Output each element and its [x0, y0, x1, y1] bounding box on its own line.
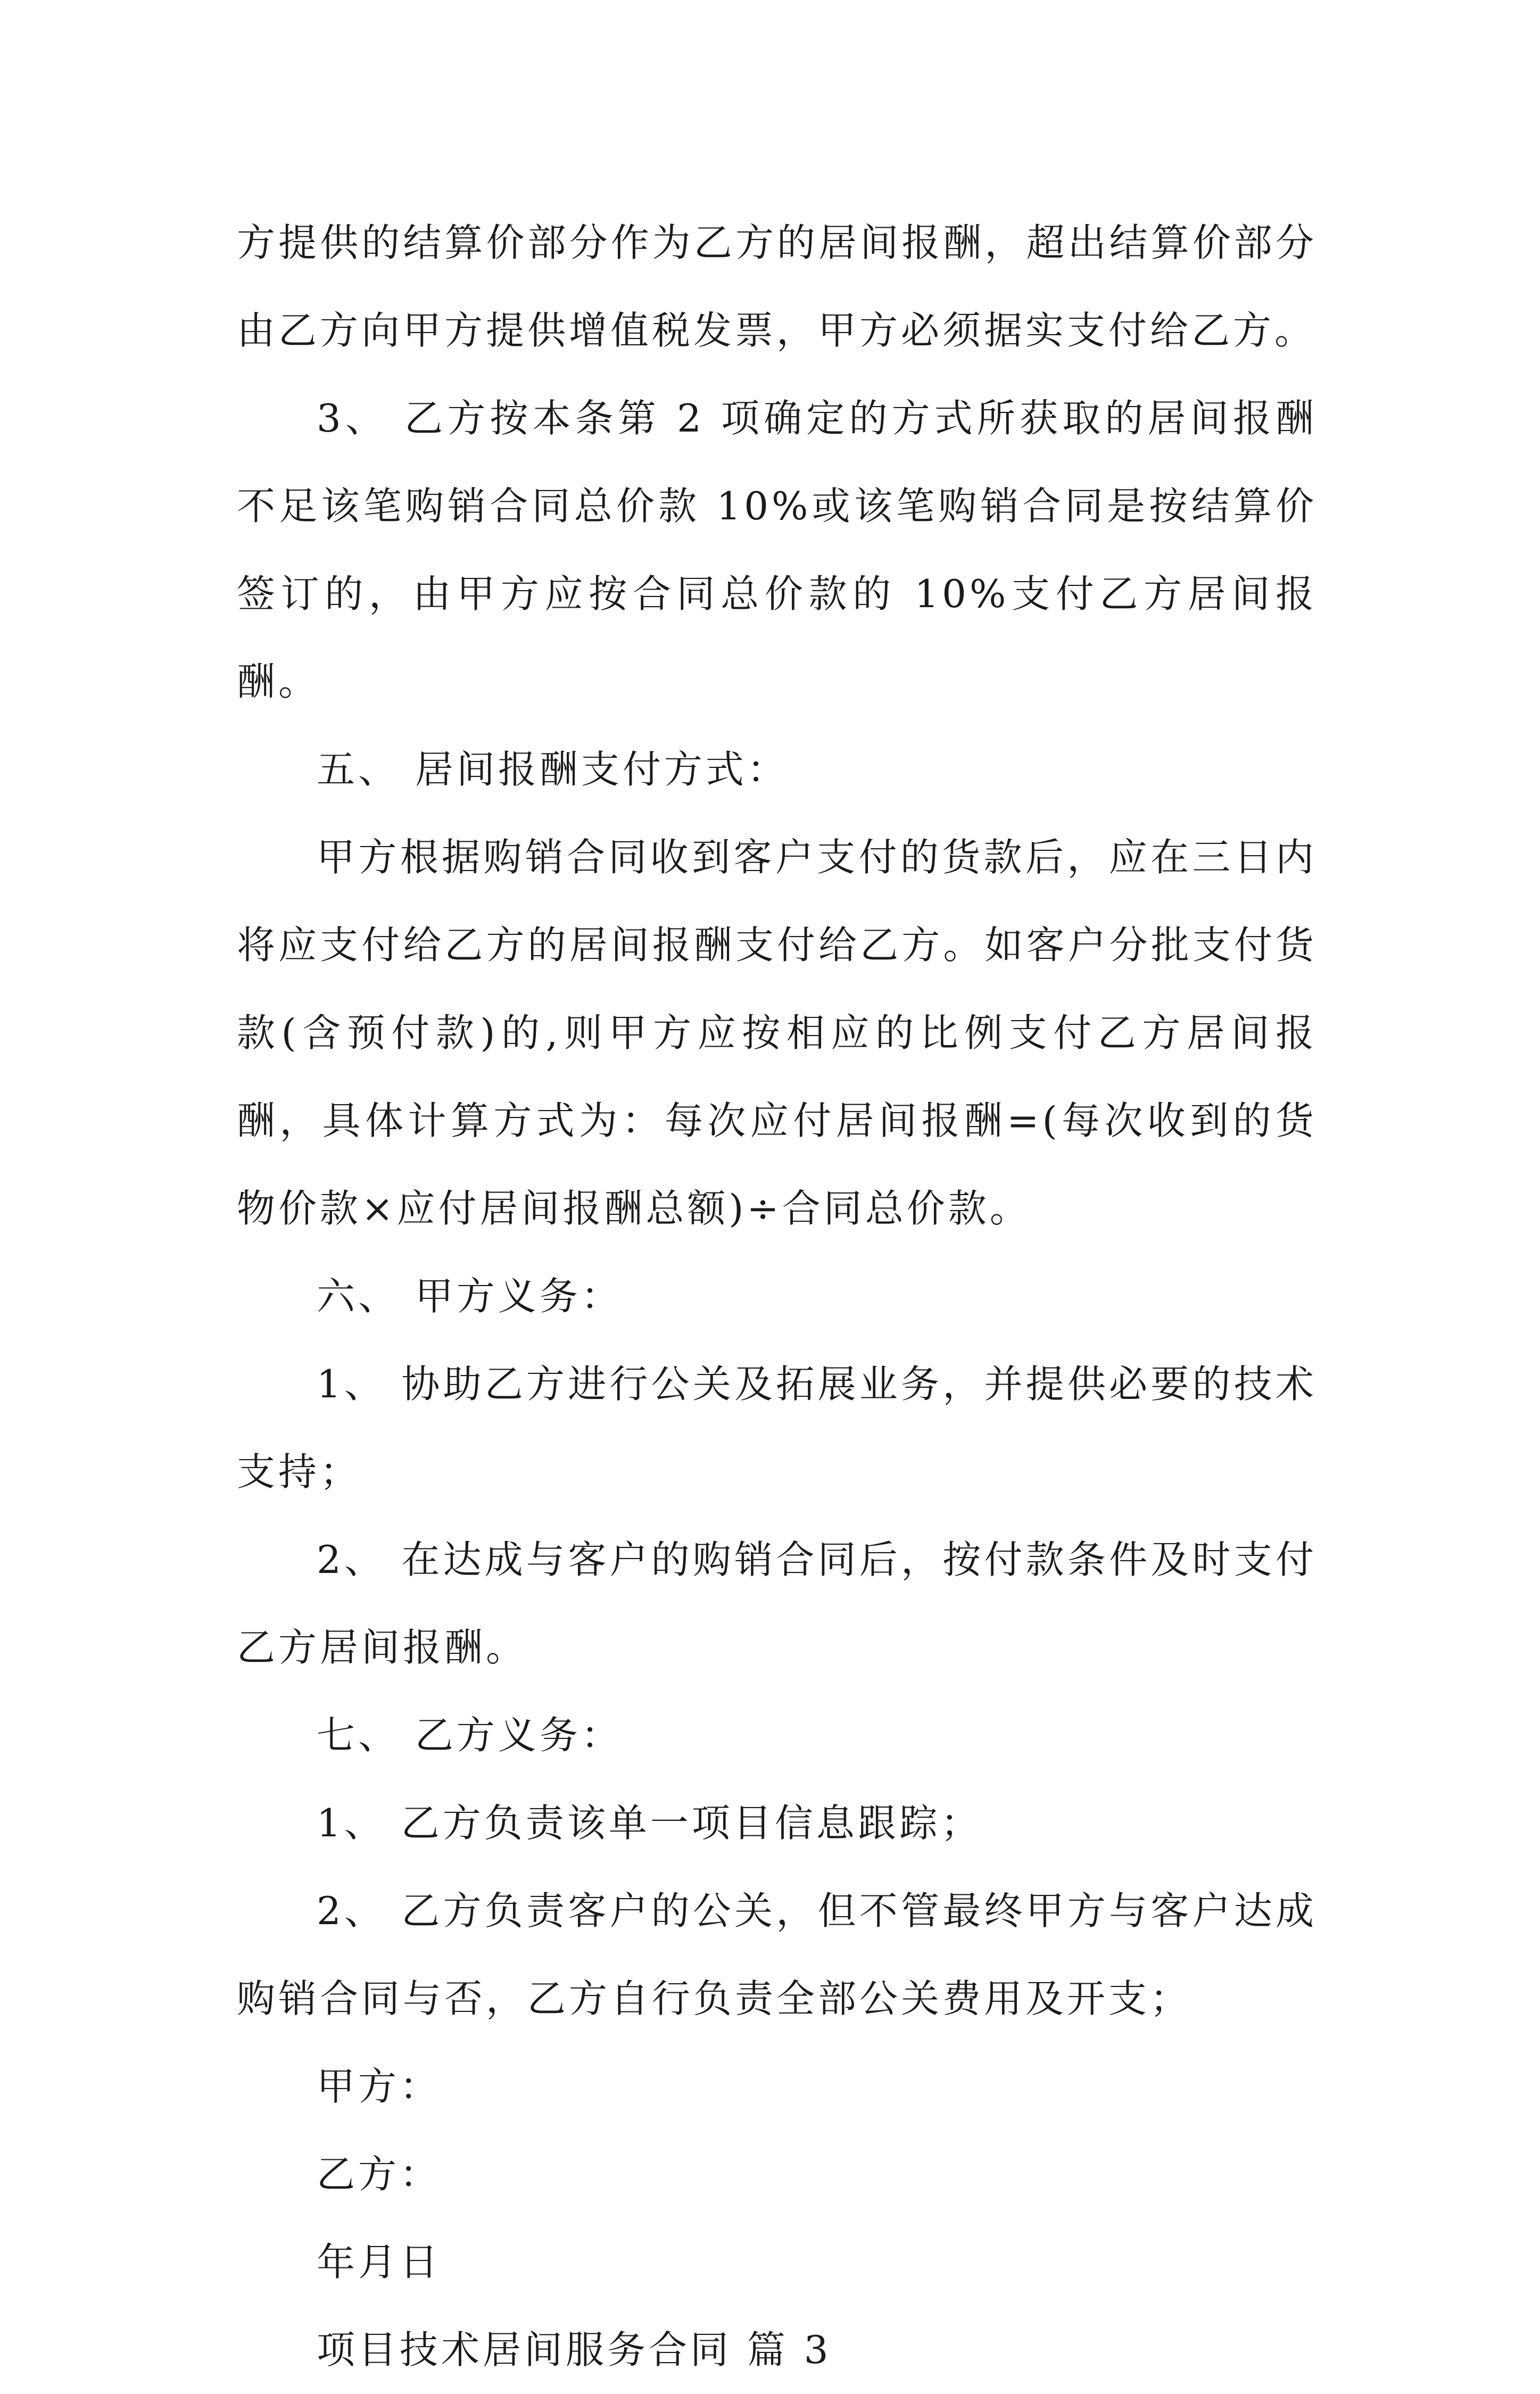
next-contract-title: 项目技术居间服务合同 篇 3: [317, 2327, 832, 2372]
signature-date: 年月日: [317, 2240, 442, 2284]
signature-party-a: 甲方：: [317, 2064, 442, 2109]
signature-party-b: 乙方：: [317, 2152, 442, 2197]
paragraph-party-b-duty-2: 2、 乙方负责客户的公关，但不管最终甲方与客户达成购销合同与否，乙方自行负责全部公关费用及开支；: [237, 1888, 1317, 2021]
document-body: [237, 199, 1317, 2394]
heading-section-7: 七、 乙方义务：: [317, 1713, 623, 1758]
paragraph-party-a-duty-1: 1、 协助乙方进行公关及拓展业务，并提供必要的技术支持；: [237, 1362, 1317, 1494]
paragraph-payment-method: 甲方根据购销合同收到客户支付的货款后，应在三日内将应支付给乙方的居间报酬支付给乙方。如客户分批支付货款(含预付款)的,则甲方应按相应的比例支付乙方居间报酬，具体计算方式为：每次应付居间报酬=(每次收到的货物价款×应付居间报酬总额)÷合同总价款。: [237, 835, 1317, 1231]
heading-section-6: 六、 甲方义务：: [317, 1274, 623, 1319]
paragraph-settlement-remainder: 方提供的结算价部分作为乙方的居间报酬，超出结算价部分由乙方向甲方提供增值税发票，甲方必须据实支付给乙方。: [237, 220, 1317, 353]
paragraph-party-a-duty-2: 2、 在达成与客户的购销合同后，按付款条件及时支付乙方居间报酬。: [237, 1537, 1317, 1670]
paragraph-clause-3: 3、 乙方按本条第 2 项确定的方式所获取的居间报酬不足该笔购销合同总价款 10%或该笔购销合同是按结算价签订的，由甲方应按合同总价款的 10%支付乙方居间报酬。: [237, 396, 1317, 704]
paragraph-party-b-duty-1: 1、 乙方负责该单一项目信息跟踪；: [317, 1801, 982, 1845]
heading-section-5: 五、 居间报酬支付方式：: [317, 747, 789, 792]
